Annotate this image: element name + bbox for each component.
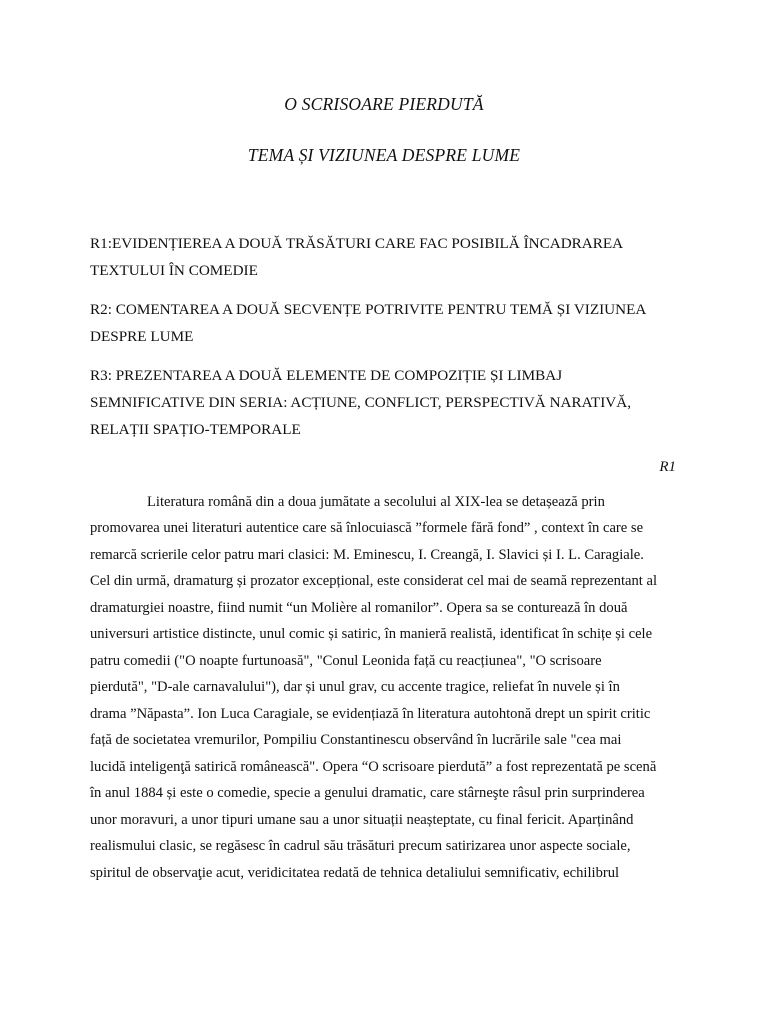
paragraph-line: universuri artistice distincte, unul comic și satiric, în manieră realistă, identificat în schițe și cele (90, 626, 653, 642)
requirement-r1 (90, 230, 690, 284)
paragraph-line: în anul 1884 și este o comedie, specie a genului dramatic, care stârneşte râsul prin surprinderea (90, 785, 645, 801)
paragraph-line: pierdută", "D-ale carnavalului"), dar și unul grav, cu accente tragice, reliefat în nuvele și în (90, 679, 620, 695)
paragraph-line: drama ”Năpasta”. Ion Luca Caragiale, se evidențiază în literatura autohtonă drept un spirit critic (90, 706, 651, 722)
document-title: O SCRISOARE PIERDUTĂ (284, 94, 484, 114)
requirement-r3 (90, 362, 690, 443)
paragraph-line: remarcă scrierile celor patru mari clasici: M. Eminescu, I. Creangă, I. Slavici și I. L. Caragiale. (90, 547, 644, 563)
paragraph-line: lucidă inteligenţă satirică românească". Opera “O scrisoare pierdută” a fost reprezentată pe scenă (90, 759, 657, 775)
requirement-line: R1:EVIDENȚIEREA A DOUĂ TRĂSĂTURI CARE FAC POSIBILĂ ÎNCADRAREA (90, 235, 624, 252)
paragraph-line: față de societatea vremurilor, Pompiliu Constantinescu observând în lucrările sale "cea mai (90, 732, 622, 748)
paragraph-line: Literatura română din a doua jumătate a secolului al XIX-lea se detașează prin (147, 494, 605, 510)
paragraph-line: patru comedii ("O noapte furtunoasă", "Conul Leonida față cu reacțiunea", "O scrisoare (90, 653, 602, 669)
requirement-line: R3: PREZENTAREA A DOUĂ ELEMENTE DE COMPOZIȚIE ȘI LIMBAJ (90, 367, 563, 384)
requirement-line: TEXTULUI ÎN COMEDIE (90, 262, 258, 279)
paragraph-line: Cel din urmă, dramaturg și prozator excepțional, este considerat cel mai de seamă reprezentant al (90, 573, 658, 589)
paragraph-line: spiritul de observaţie acut, veridicitatea redată de tehnica detaliului semnificativ, echilibrul (90, 865, 620, 881)
document-subtitle: TEMA ȘI VIZIUNEA DESPRE LUME (247, 145, 521, 165)
paragraph-line: dramaturgiei noastre, fiind numit “un Molière al romanilor”. Opera sa se conturează în două (90, 600, 628, 616)
paragraph-line: unor moravuri, a unor tipuri umane sau a unor situații neașteptate, cu final fericit. Aparținând (90, 812, 634, 828)
paragraph-line: realismului clasic, se regăsesc în cadrul său trăsături precum satirizarea unor aspecte sociale, (90, 838, 631, 854)
requirement-r2 (90, 296, 690, 350)
requirement-line: SEMNIFICATIVE DIN SERIA: ACȚIUNE, CONFLICT, PERSPECTIVĂ NARATIVĂ, (90, 394, 631, 411)
paragraph-line: promovarea unei literaturi autentice care să înlocuiască ”formele fără fond” , context în care se (90, 520, 644, 536)
section-marker: R1 (659, 459, 676, 475)
requirement-line: RELAȚII SPAȚIO-TEMPORALE (90, 421, 301, 438)
requirement-line: DESPRE LUME (90, 328, 194, 345)
requirement-line: R2: COMENTAREA A DOUĂ SECVENȚE POTRIVITE PENTRU TEMĂ ȘI VIZIUNEA (90, 301, 647, 318)
